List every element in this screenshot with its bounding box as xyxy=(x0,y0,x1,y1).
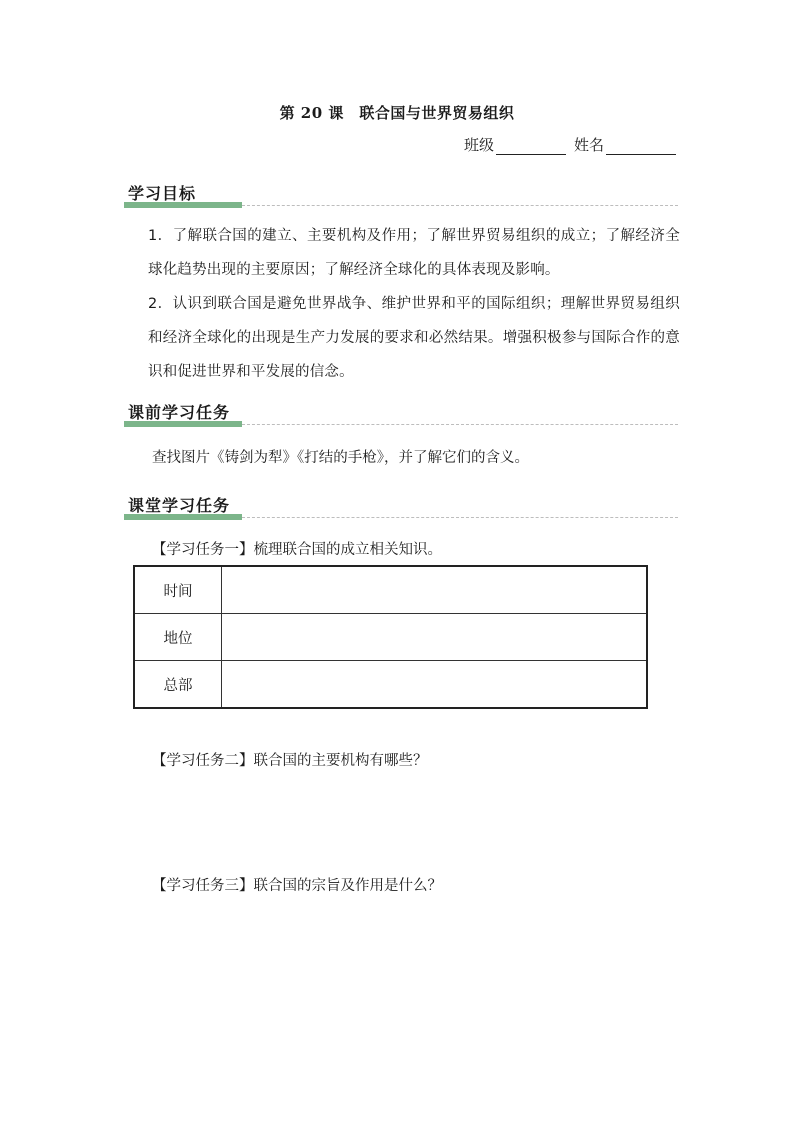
lesson-title: 第 20 课 联合国与世界贸易组织 xyxy=(279,104,515,122)
answer-cell-headquarters[interactable] xyxy=(222,661,648,709)
section-divider xyxy=(242,205,678,206)
goal-item-1: 1．了解联合国的建立、主要机构及作用；了解世界贸易组织的成立；了解经济全球化趋势出现的主要原因；了解经济全球化的具体表现及影响。 xyxy=(148,228,680,278)
class-label: 班级 xyxy=(463,136,494,154)
name-blank[interactable] xyxy=(606,139,676,155)
task-2-prompt: 【学习任务二】联合国的主要机构有哪些？ xyxy=(152,753,428,769)
table-row xyxy=(134,566,647,614)
section-header-goals xyxy=(124,180,678,208)
row-header-status: 地位 xyxy=(134,614,222,661)
section-heading: 课堂学习任务 xyxy=(128,496,231,515)
section-header-in-class xyxy=(124,492,678,520)
answer-cell-status[interactable] xyxy=(222,614,648,661)
task-3-prompt: 【学习任务三】联合国的宗旨及作用是什么？ xyxy=(152,878,442,894)
name-label: 姓名 xyxy=(573,136,604,154)
un-founding-table xyxy=(133,565,648,709)
section-header-pre-class xyxy=(124,399,678,427)
student-info-row xyxy=(464,134,676,155)
section-heading: 课前学习任务 xyxy=(128,403,231,422)
section-divider xyxy=(242,517,678,518)
row-header-time: 时间 xyxy=(134,566,222,614)
table-row xyxy=(134,614,647,661)
pre-class-task: 查找图片《铸剑为犁》《打结的手枪》，并了解它们的含义。 xyxy=(152,450,529,466)
goal-item-2: 2．认识到联合国是避免世界战争、维护世界和平的国际组织；理解世界贸易组织和经济全球化的出现是生产力发展的要求和必然结果。增强积极参与国际合作的意识和促进世界和平发展的信念。 xyxy=(148,296,680,380)
task-1-prompt: 【学习任务一】梳理联合国的成立相关知识。 xyxy=(152,542,442,558)
row-header-headquarters: 总部 xyxy=(134,661,222,709)
class-blank[interactable] xyxy=(496,139,566,155)
section-divider xyxy=(242,424,678,425)
table-row xyxy=(134,661,647,709)
section-heading: 学习目标 xyxy=(128,184,197,203)
answer-cell-time[interactable] xyxy=(222,566,648,614)
